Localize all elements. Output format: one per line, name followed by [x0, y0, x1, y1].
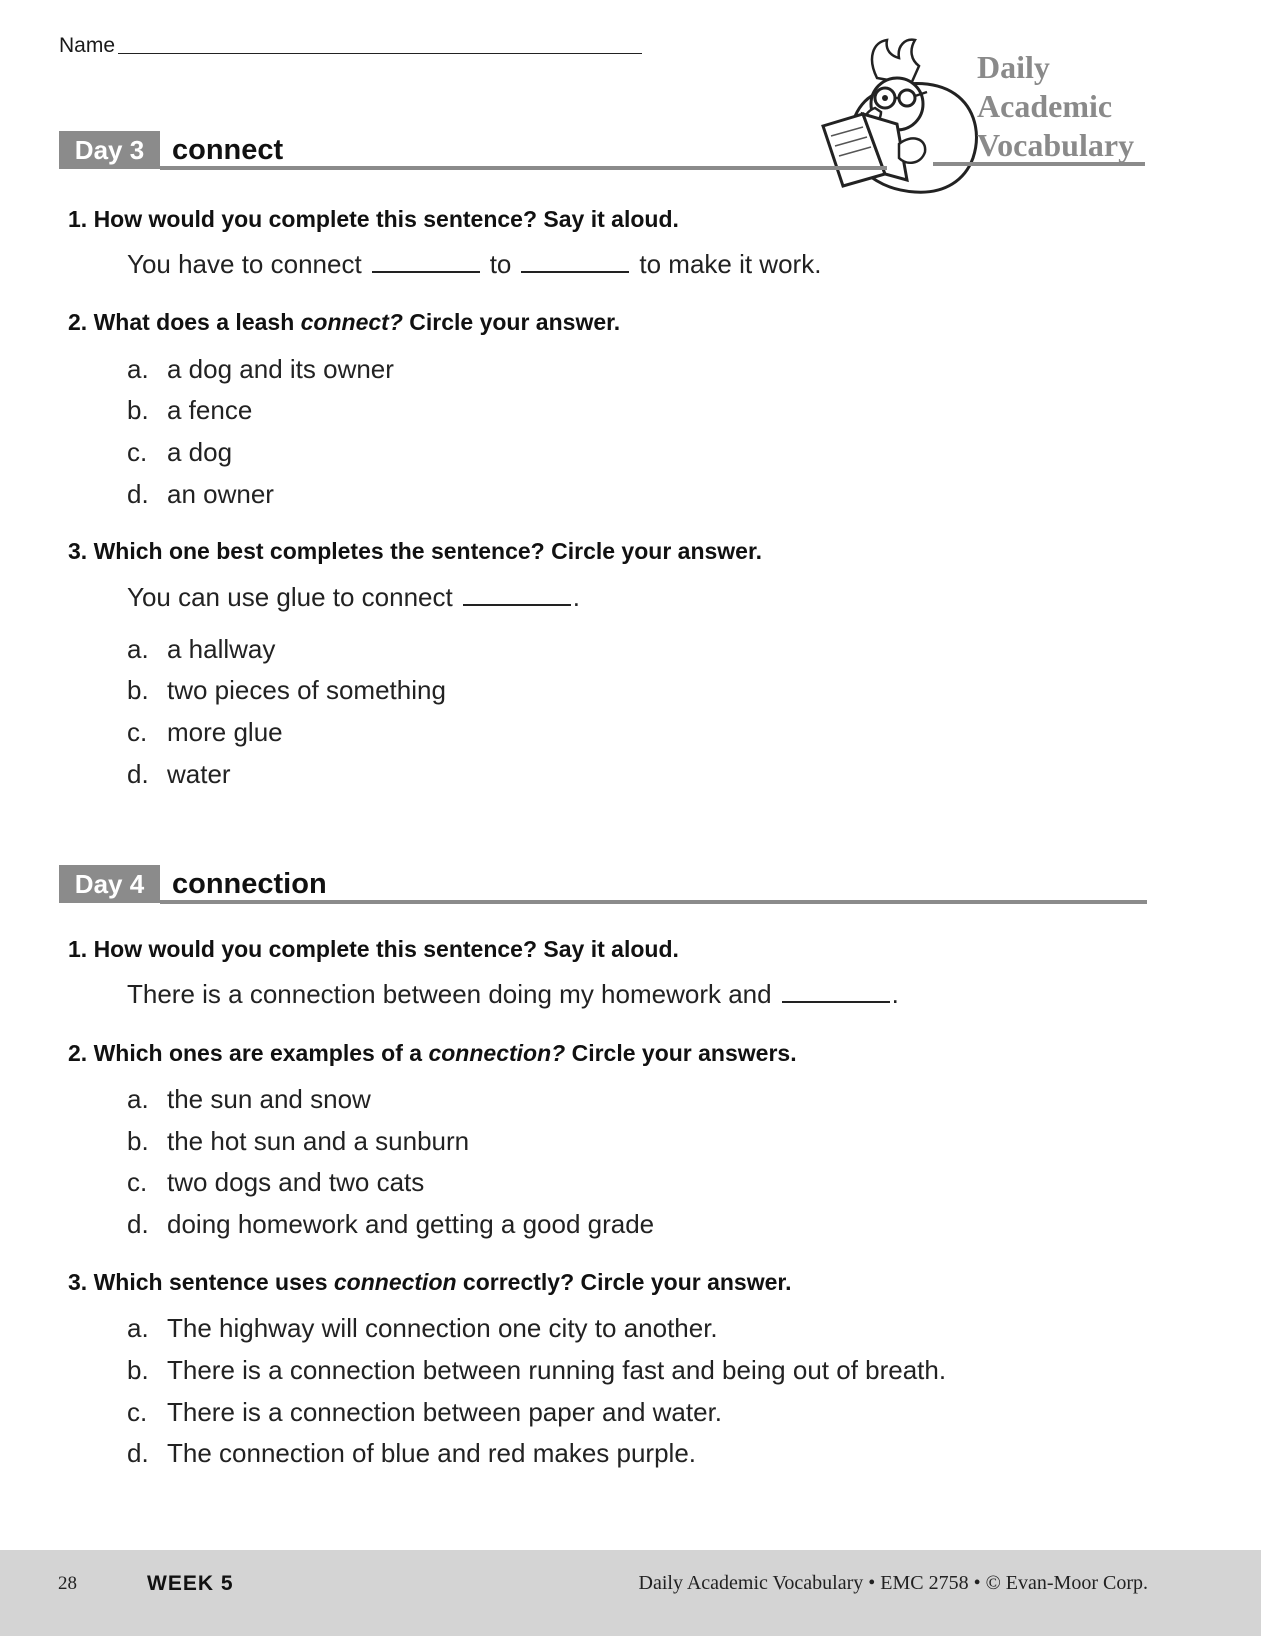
day3-q2-option-b[interactable]	[127, 395, 252, 426]
footer-week: WEEK 5	[147, 1572, 234, 1595]
option-letter: b.	[127, 675, 149, 705]
day3-q2-option-d[interactable]	[127, 479, 274, 510]
day4-q2-label-after: Circle your answers.	[565, 1040, 797, 1066]
day4-q3-option-c[interactable]	[127, 1397, 722, 1428]
day3-q3-option-c[interactable]	[127, 717, 283, 748]
day4-header	[59, 865, 1147, 903]
day3-q1-prompt-part2: to	[489, 249, 512, 279]
footer-credit: Daily Academic Vocabulary • EMC 2758 • © Evan-Moor Corp.	[638, 1572, 1148, 1594]
day3-q3-prompt-end: .	[572, 582, 580, 612]
day4-q2-label-before: 2. Which ones are examples of a	[68, 1040, 429, 1066]
option-text: an owner	[167, 479, 274, 509]
brand-line-daily: Daily	[977, 49, 1050, 85]
option-text: a hallway	[167, 634, 276, 664]
day3-q1-prompt-part3: to make it work.	[639, 249, 822, 279]
day4-q1-blank[interactable]	[782, 1001, 890, 1003]
day4-q3-label	[68, 1269, 791, 1296]
day4-q2-option-c[interactable]	[127, 1167, 424, 1198]
day4-badge: Day 4	[59, 865, 160, 903]
option-text: There is a connection between running fast and being out of breath.	[167, 1355, 947, 1385]
day3-q1-blank-1[interactable]	[372, 271, 480, 273]
day3-q1-prompt-part1: You have to connect	[127, 249, 362, 279]
day4-q2-option-d[interactable]	[127, 1209, 654, 1240]
option-text: There is a connection between paper and water.	[167, 1397, 723, 1427]
day4-q3-option-a[interactable]	[127, 1313, 718, 1344]
day4-q2-option-a[interactable]	[127, 1084, 371, 1115]
option-letter: b.	[127, 395, 149, 425]
option-letter: d.	[127, 1438, 149, 1468]
option-text: two pieces of something	[167, 675, 446, 705]
option-letter: a.	[127, 1084, 149, 1114]
day3-q3-option-d[interactable]	[127, 759, 231, 790]
option-letter: c.	[127, 437, 148, 467]
option-text: the hot sun and a sunburn	[167, 1126, 470, 1156]
day3-q3-option-a[interactable]	[127, 634, 275, 665]
day3-header	[59, 131, 1147, 169]
day4-q1-prompt	[127, 979, 899, 1010]
day4-q3-option-d[interactable]	[127, 1438, 696, 1469]
day3-q3-prompt-part1: You can use glue to connect	[127, 582, 453, 612]
day4-word: connection	[172, 868, 327, 900]
day3-q1-prompt	[127, 249, 821, 280]
option-text: The highway will connection one city to another.	[167, 1313, 718, 1343]
option-text: a dog	[167, 437, 233, 467]
day3-q2-option-c[interactable]	[127, 437, 232, 468]
day3-rule	[160, 166, 887, 170]
day4-q3-label-after: correctly? Circle your answer.	[456, 1269, 792, 1295]
option-letter: b.	[127, 1355, 149, 1385]
option-text: two dogs and two cats	[167, 1167, 425, 1197]
day3-q2-option-a[interactable]	[127, 354, 394, 385]
day4-q1-prompt-part1: There is a connection between doing my homework and	[127, 979, 772, 1009]
option-text: doing homework and getting a good grade	[167, 1209, 655, 1239]
day3-q3-option-b[interactable]	[127, 675, 446, 706]
day4-q1-label: 1. How would you complete this sentence? Say it aloud.	[68, 936, 679, 962]
option-text: the sun and snow	[167, 1084, 371, 1114]
footer-page-number: 28	[58, 1573, 77, 1594]
day3-q1-blank-2[interactable]	[521, 271, 629, 273]
day3-word: connect	[172, 134, 284, 166]
option-letter: d.	[127, 479, 149, 509]
day3-q2-label-italic: connect?	[300, 309, 403, 335]
day4-q3-label-before: 3. Which sentence uses	[68, 1269, 334, 1295]
day3-q3-blank[interactable]	[463, 604, 571, 606]
name-field[interactable]	[59, 34, 642, 58]
day3-q2-label	[68, 309, 620, 336]
day3-q1-label: 1. How would you complete this sentence? Say it aloud.	[68, 206, 679, 232]
option-letter: a.	[127, 1313, 149, 1343]
day4-q2-option-b[interactable]	[127, 1126, 469, 1157]
day3-badge: Day 3	[59, 131, 160, 169]
option-letter: d.	[127, 1209, 149, 1239]
option-text: a fence	[167, 395, 253, 425]
option-text: a dog and its owner	[167, 354, 394, 384]
name-write-line[interactable]	[118, 53, 642, 54]
day4-q3-label-italic: connection	[333, 1269, 457, 1295]
day3-q3-label: 3. Which one best completes the sentence? Circle your answer.	[68, 538, 763, 564]
day4-rule	[160, 900, 1147, 904]
day4-q1-prompt-end: .	[891, 979, 899, 1009]
option-text: The connection of blue and red makes purple.	[167, 1438, 697, 1468]
day4-q2-label	[68, 1040, 797, 1067]
day3-q2-label-before: 2. What does a leash	[68, 309, 301, 335]
option-letter: c.	[127, 717, 148, 747]
day3-q2-label-after: Circle your answer.	[402, 309, 621, 335]
name-label: Name	[59, 34, 116, 57]
day4-q3-option-b[interactable]	[127, 1355, 946, 1386]
day3-q3-prompt	[127, 582, 580, 613]
brand-line-vocabulary: Vocabulary	[977, 127, 1135, 163]
option-text: water	[167, 759, 231, 789]
option-letter: b.	[127, 1126, 149, 1156]
option-letter: a.	[127, 634, 149, 664]
option-letter: a.	[127, 354, 149, 384]
brand-line-academic: Academic	[977, 88, 1113, 124]
option-letter: d.	[127, 759, 149, 789]
option-text: more glue	[167, 717, 283, 747]
option-letter: c.	[127, 1167, 148, 1197]
option-letter: c.	[127, 1397, 148, 1427]
day4-q2-label-italic: connection?	[428, 1040, 566, 1066]
